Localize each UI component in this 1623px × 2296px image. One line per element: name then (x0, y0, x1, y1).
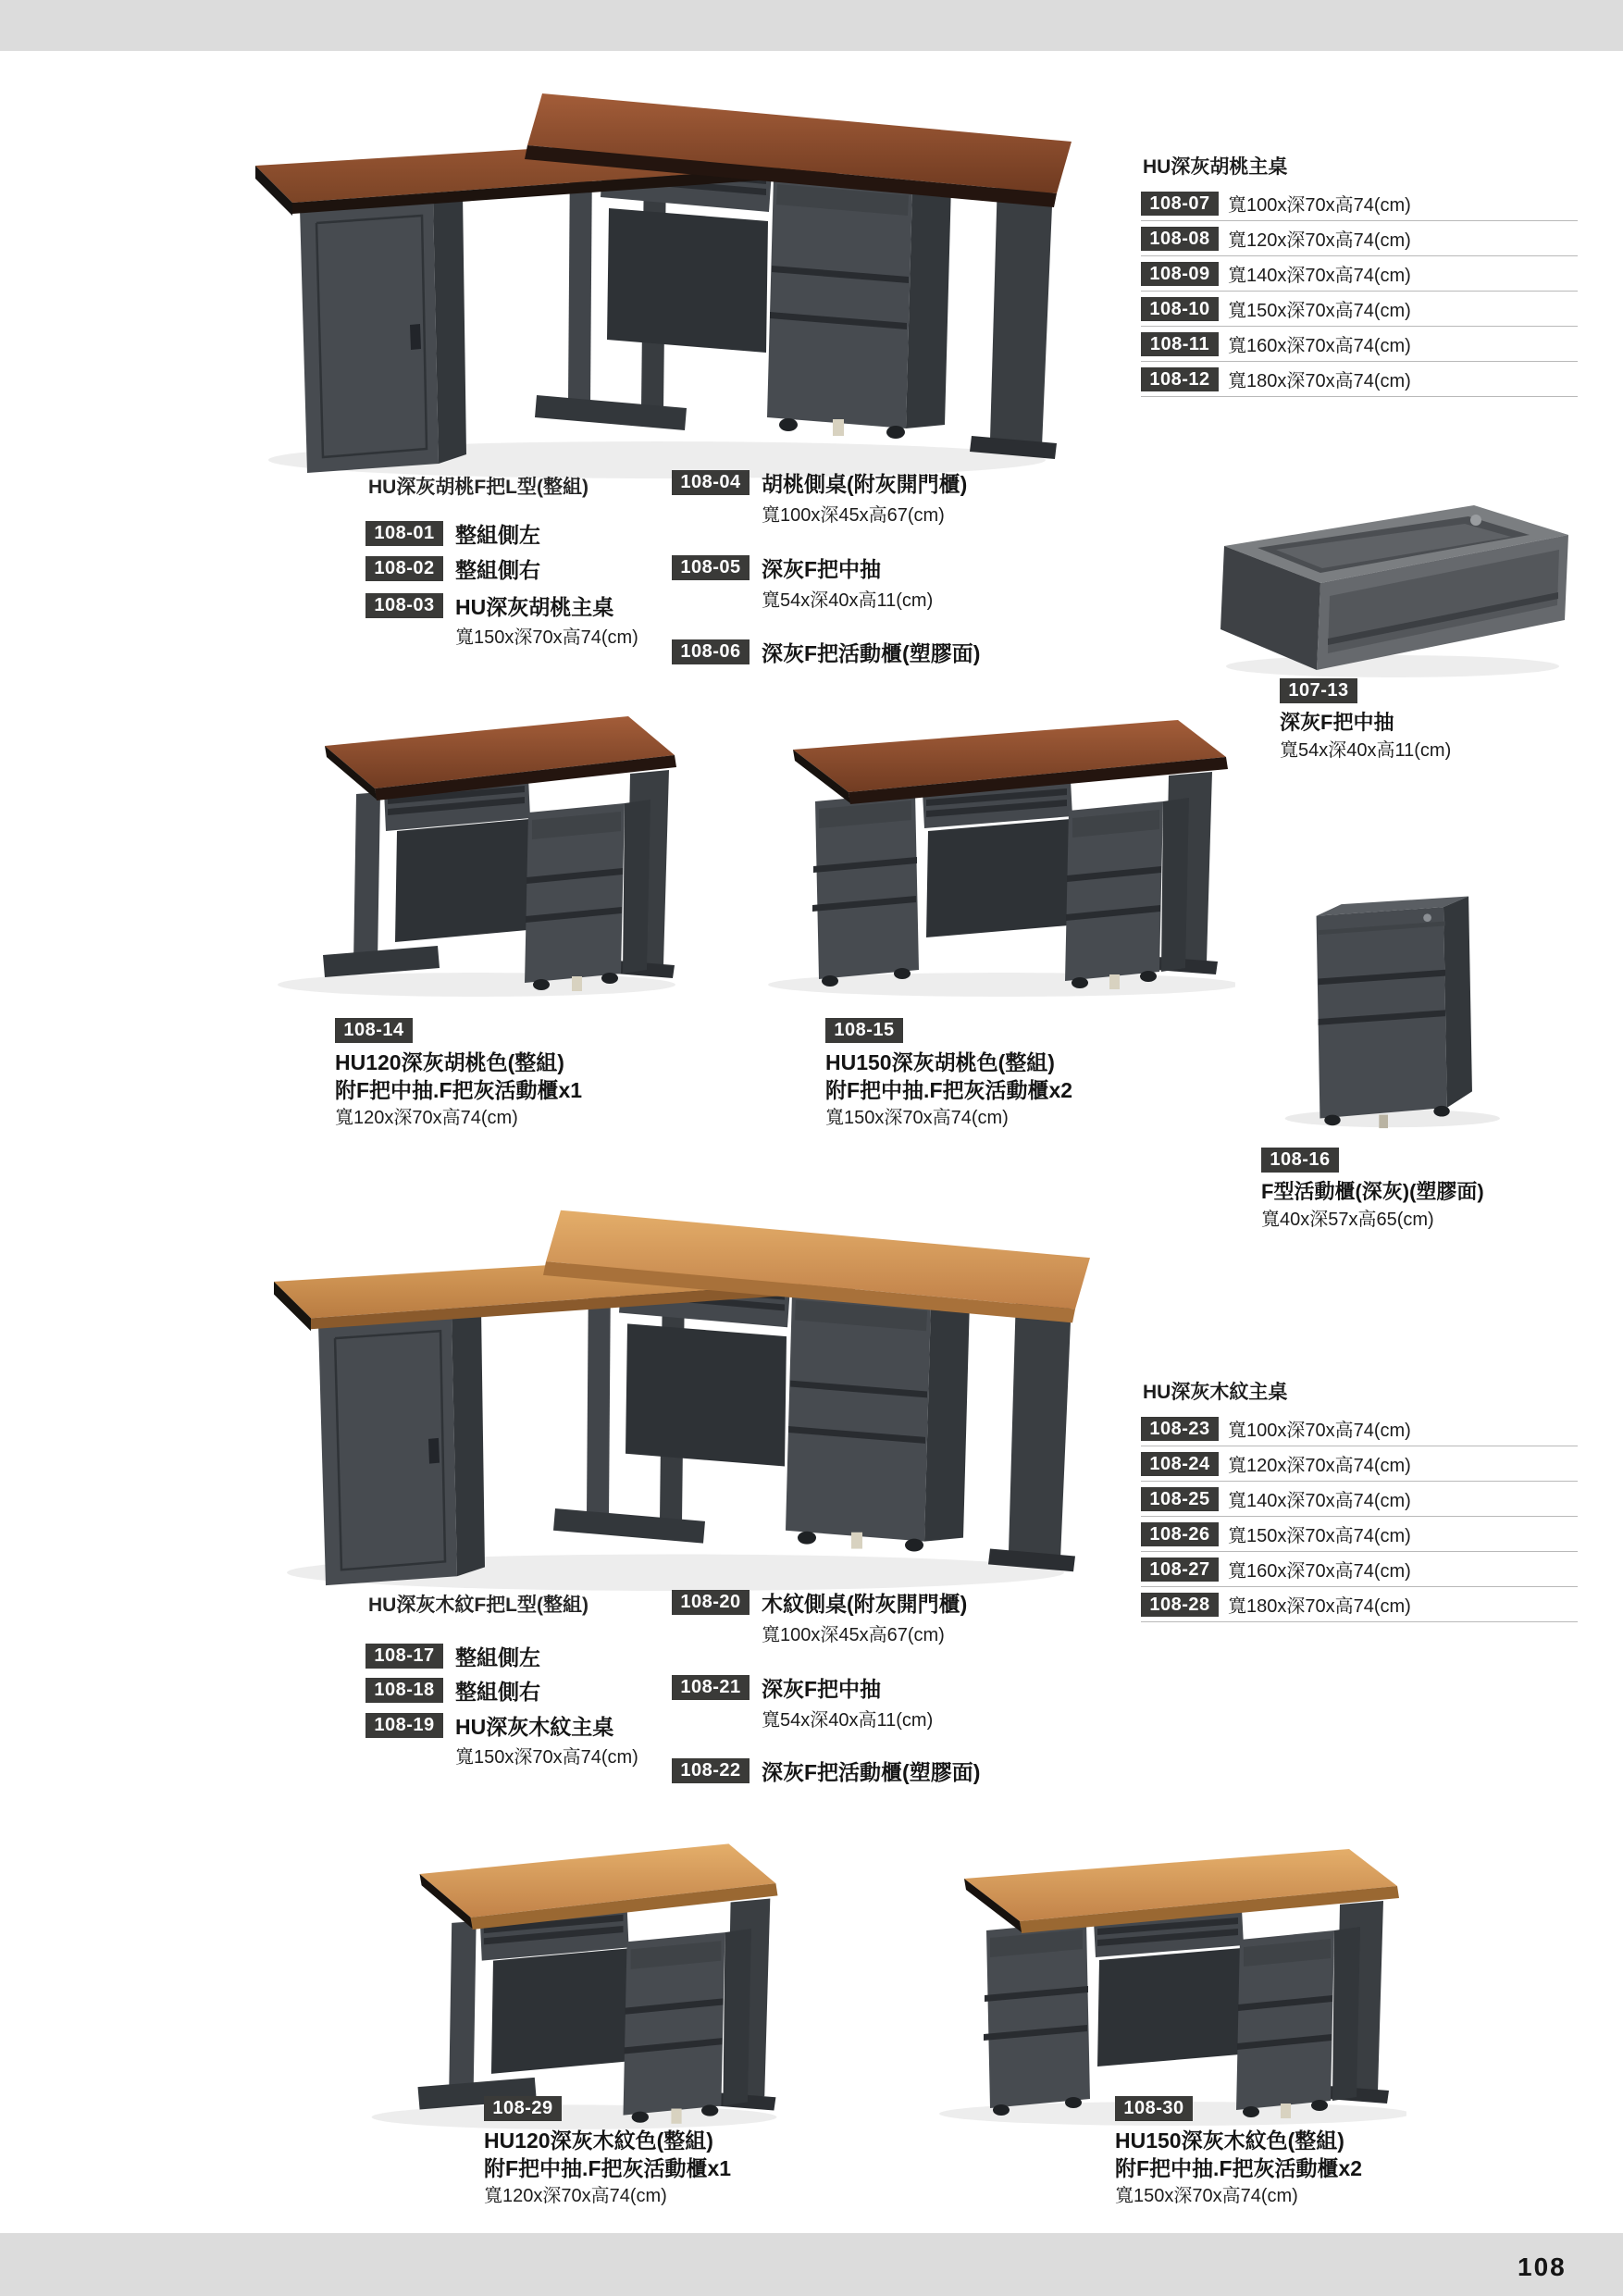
product-code-badge: 108-17 (365, 1644, 443, 1669)
product-code-badge: 108-01 (365, 521, 443, 546)
product-code-badge: 108-28 (1141, 1593, 1219, 1617)
list-item (672, 1672, 881, 1703)
table-row (1141, 327, 1578, 362)
table-row (1141, 221, 1578, 256)
product-code-badge: 108-24 (1141, 1452, 1219, 1476)
dimension-text: 寬150x深70x高74(cm) (1228, 1526, 1411, 1546)
photo-center-drawer (1198, 483, 1587, 682)
product-block-108-16 (1261, 1148, 1484, 1234)
table-row (1141, 362, 1578, 397)
photo-l-desk-walnut (213, 69, 1092, 481)
list-item (365, 553, 540, 584)
product-block-107-13 (1280, 678, 1451, 764)
dimension-text: 寬160x深70x高74(cm) (1228, 336, 1411, 356)
product-name: 木紋側桌(附灰開門櫃) (762, 1592, 968, 1616)
dimension-text: 寬140x深70x高74(cm) (1228, 266, 1411, 286)
product-code-badge: 108-15 (825, 1018, 903, 1043)
dimension-text: 寬40x深57x高65(cm) (1261, 1210, 1434, 1230)
dimension-text: 寬120x深70x高74(cm) (1228, 230, 1411, 251)
product-name-line2: 附F把中抽.F把灰活動櫃x2 (1115, 2156, 1363, 2180)
product-code-badge: 108-02 (365, 556, 443, 581)
product-code-badge: 108-04 (672, 470, 750, 495)
caption-woodgrain-l: HU深灰木紋F把L型(整組) (368, 1595, 588, 1616)
dimension-text: 寬100x深45x高67(cm) (762, 1625, 945, 1645)
product-name-line1: HU150深灰木紋色(整組) (1115, 2128, 1344, 2153)
table-row (1141, 1446, 1578, 1482)
product-name-line1: HU120深灰胡桃色(整組) (335, 1050, 564, 1074)
product-code-badge: 108-19 (365, 1713, 443, 1738)
product-block-108-14 (335, 1018, 582, 1132)
size-table-walnut (1141, 152, 1578, 397)
product-name: 整組側左 (455, 523, 540, 547)
caption-walnut-l: HU深灰胡桃F把L型(整組) (368, 477, 588, 498)
product-code-badge: 108-14 (335, 1018, 413, 1043)
photo-desk-108-30 (879, 1832, 1406, 2128)
product-code-badge: 108-25 (1141, 1487, 1219, 1511)
product-code-badge: 108-12 (1141, 367, 1219, 391)
product-name: 整組側右 (455, 558, 540, 582)
product-code-badge: 108-09 (1141, 262, 1219, 286)
product-code-badge: 108-07 (1141, 192, 1219, 216)
list-item (365, 1641, 540, 1671)
product-code-badge: 108-06 (672, 639, 750, 664)
table-row (1141, 1482, 1578, 1517)
product-code-badge: 107-13 (1280, 678, 1357, 703)
dimension-text: 寬180x深70x高74(cm) (1228, 1596, 1411, 1617)
size-table-woodgrain-title: HU深灰木紋主桌 (1143, 1382, 1288, 1403)
dimension-text: 寬120x深70x高74(cm) (335, 1108, 518, 1128)
product-name-line2: 附F把中抽.F把灰活動櫃x1 (484, 2156, 732, 2180)
product-code-badge: 108-11 (1141, 332, 1219, 356)
dimension-text: 寬150x深70x高74(cm) (455, 627, 638, 648)
table-row (1141, 1552, 1578, 1587)
photo-desk-108-29 (310, 1823, 782, 2134)
dimension-text: 寬100x深70x高74(cm) (1228, 1421, 1411, 1441)
product-code-badge: 108-29 (484, 2096, 562, 2121)
page-number: 108 (1518, 2253, 1567, 2281)
list-item (365, 518, 540, 549)
list-item (672, 1756, 980, 1786)
size-table-walnut-title: HU深灰胡桃主桌 (1143, 156, 1288, 178)
product-name: 整組側右 (455, 1680, 540, 1704)
product-code-badge: 108-20 (672, 1590, 750, 1615)
product-name: 深灰F把活動櫃(塑膠面) (762, 1760, 981, 1784)
dimension-text: 寬160x深70x高74(cm) (1228, 1561, 1411, 1582)
product-name: 深灰F把活動櫃(塑膠面) (762, 641, 981, 665)
photo-desk-108-15 (708, 703, 1235, 999)
product-name-line2: 附F把中抽.F把灰活動櫃x2 (825, 1078, 1073, 1102)
dimension-text: 寬120x深70x高74(cm) (1228, 1456, 1411, 1476)
product-block-108-29 (484, 2096, 731, 2210)
product-name: 深灰F把中抽 (762, 557, 882, 581)
list-item (672, 1587, 967, 1618)
dimension-text: 寬54x深40x高11(cm) (762, 1710, 934, 1731)
top-band (0, 0, 1623, 51)
product-name: HU深灰木紋主桌 (455, 1715, 614, 1739)
product-name-line1: HU120深灰木紋色(整組) (484, 2128, 713, 2153)
list-item (365, 1710, 613, 1741)
photo-mobile-pedestal (1235, 853, 1541, 1131)
list-item (365, 1675, 540, 1706)
table-row (1141, 292, 1578, 327)
list-item (672, 467, 967, 498)
dimension-text: 寬54x深40x高11(cm) (1280, 740, 1452, 761)
dimension-text: 寬140x深70x高74(cm) (1228, 1491, 1411, 1511)
product-block-108-15 (825, 1018, 1072, 1132)
product-name: HU深灰胡桃主桌 (455, 595, 614, 619)
dimension-text: 寬150x深70x高74(cm) (825, 1108, 1009, 1128)
table-row (1141, 1517, 1578, 1552)
product-code-badge: 108-23 (1141, 1417, 1219, 1441)
dimension-text: 寬100x深70x高74(cm) (1228, 195, 1411, 216)
product-code-badge: 108-30 (1115, 2096, 1193, 2121)
photo-desk-108-14 (217, 696, 680, 1001)
product-code-badge: 108-26 (1141, 1522, 1219, 1546)
product-code-badge: 108-08 (1141, 227, 1219, 251)
product-name: 深灰F把中抽 (1280, 711, 1394, 734)
photo-l-desk-woodgrain (231, 1186, 1110, 1594)
dimension-text: 寬100x深45x高67(cm) (762, 505, 945, 526)
list-item (672, 637, 980, 667)
product-code-badge: 108-18 (365, 1678, 443, 1703)
dimension-text: 寬150x深70x高74(cm) (1115, 2186, 1298, 2206)
product-code-badge: 108-27 (1141, 1558, 1219, 1582)
product-name-line1: HU150深灰胡桃色(整組) (825, 1050, 1055, 1074)
product-name: 深灰F把中抽 (762, 1677, 882, 1701)
list-item (672, 552, 881, 583)
dimension-text: 寬150x深70x高74(cm) (455, 1747, 638, 1768)
dimension-text: 寬54x深40x高11(cm) (762, 590, 934, 611)
dimension-text: 寬120x深70x高74(cm) (484, 2186, 667, 2206)
table-row (1141, 256, 1578, 292)
table-row (1141, 1411, 1578, 1446)
product-name: F型活動櫃(深灰)(塑膠面) (1261, 1180, 1484, 1203)
dimension-text: 寬150x深70x高74(cm) (1228, 301, 1411, 321)
list-item (365, 590, 613, 621)
table-row (1141, 186, 1578, 221)
product-block-108-30 (1115, 2096, 1362, 2210)
dimension-text: 寬180x深70x高74(cm) (1228, 371, 1411, 391)
product-code-badge: 108-03 (365, 593, 443, 618)
table-row (1141, 1587, 1578, 1622)
product-code-badge: 108-16 (1261, 1148, 1339, 1173)
product-code-badge: 108-22 (672, 1758, 750, 1783)
product-code-badge: 108-05 (672, 555, 750, 580)
size-table-woodgrain (1141, 1377, 1578, 1622)
product-name-line2: 附F把中抽.F把灰活動櫃x1 (335, 1078, 583, 1102)
product-code-badge: 108-21 (672, 1675, 750, 1700)
product-name: 胡桃側桌(附灰開門櫃) (762, 472, 968, 496)
bottom-band (0, 2233, 1623, 2296)
product-name: 整組側左 (455, 1645, 540, 1669)
product-code-badge: 108-10 (1141, 297, 1219, 321)
